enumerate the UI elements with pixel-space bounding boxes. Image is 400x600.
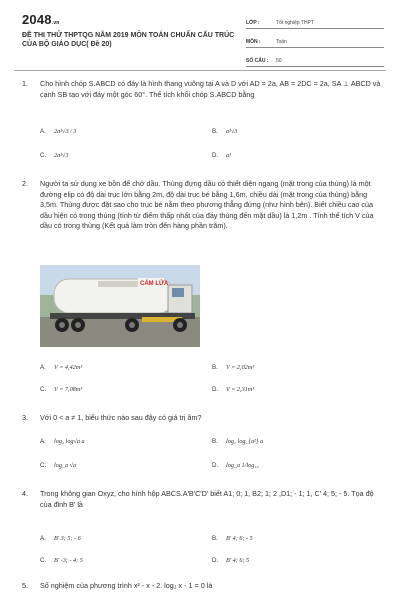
meta-row-count	[246, 50, 384, 67]
answer-letter: A.	[40, 128, 46, 135]
answer-text: V = 7,08m³	[54, 386, 83, 393]
answer-letter: D.	[212, 462, 219, 469]
question-4	[22, 489, 382, 510]
question-number: 1.	[22, 79, 28, 88]
meta-key: LỚP :	[246, 20, 260, 26]
answer-option[interactable]	[40, 127, 76, 138]
logo-domain: .vn	[51, 20, 60, 26]
answer-letter: A.	[40, 438, 46, 445]
answer-option[interactable]	[40, 534, 81, 545]
answer-option[interactable]	[40, 151, 69, 162]
question-text: Cho hình chóp S.ABCD có đáy là hình thang vuông tại A và D với AD = 2a, AB = 2DC = 2a, SA ⊥ ABCD và cạnh SB tạo với đáy một góc 60°. Thể tích khối chóp S.ABCD bằng	[40, 79, 381, 99]
answer-option[interactable]	[212, 556, 249, 567]
answer-letter: D.	[212, 152, 219, 159]
answer-text: B' -3; - 4; 5	[54, 557, 83, 564]
answer-option[interactable]	[40, 437, 85, 448]
answer-option[interactable]	[40, 461, 76, 472]
question-number: 3.	[22, 413, 28, 422]
answer-option[interactable]	[40, 385, 82, 396]
answer-letter: D.	[212, 557, 219, 564]
question-text: Với 0 < a ≠ 1, biểu thức nào sau đây có giá trị âm?	[40, 413, 202, 422]
meta-value: Tốt nghiệp THPT	[276, 20, 314, 26]
question-2	[22, 179, 382, 232]
answer-letter: C.	[40, 152, 47, 159]
question-text: Người ta sử dụng xe bồn để chở dầu. Thùng đựng dầu có thiết diện ngang (mặt trong của thùng) là một đường elip có độ dài trục lớn bằng 2m, độ dài trục bé bằng 1,6m, chiều dài (mặt trong của thùng) bằng 3,5m. Thùng được đặt sao cho trục bé nằm theo phương thẳng đứng (như hình bên). Biết chiều cao của dầu hiện có trong thùng (tính từ điểm thấp nhất của đáy thùng đến mặt dầu) là 1,2m . Tính thể tích V của dầu có trong thùng (Kết quả làm tròn đến hàng phần trăm).	[40, 179, 374, 231]
header	[0, 0, 400, 62]
meta-value: 50	[276, 58, 282, 64]
answer-option[interactable]	[40, 363, 82, 374]
answer-text: B' 3; 5; - 6	[54, 535, 81, 542]
answer-letter: B.	[212, 364, 218, 371]
answer-option[interactable]	[40, 556, 83, 567]
question-text: Số nghiệm của phương trình x² - x - 2. log₂ x - 1 = 0 là	[40, 581, 213, 590]
truck-label: CẤM LỬA	[140, 281, 169, 287]
answer-text: B' 4; 6; - 5	[226, 535, 253, 542]
answer-letter: B.	[212, 438, 218, 445]
answer-letter: A.	[40, 364, 46, 371]
answer-option[interactable]	[212, 385, 254, 396]
question-number: 2.	[22, 179, 28, 188]
answer-text: a³	[226, 152, 231, 159]
answer-text: V = 2,31m³	[226, 386, 255, 393]
meta-row-subject	[246, 31, 384, 48]
question-1	[22, 79, 382, 100]
answer-text: log₂ log√a a	[54, 438, 85, 445]
question-5	[22, 581, 382, 592]
exam-meta	[246, 12, 384, 69]
answer-text: 2a³√3 / 3	[54, 128, 77, 135]
answer-text: V = 2,02m³	[226, 364, 255, 371]
fuel-truck-image	[40, 265, 200, 347]
question-3	[22, 413, 382, 424]
answer-text: log_a √a	[54, 462, 77, 469]
answer-letter: C.	[40, 386, 47, 393]
question-text: Trong không gian Oxyz, cho hình hộp ABCS.A'B'C'D' biết A1; 0; 1, B2; 1; 2 ,D1; - 1; 1, C' 4; 5; - 5. Tọa độ của đỉnh B' là	[40, 489, 374, 509]
answer-option[interactable]	[212, 127, 237, 138]
answer-letter: B.	[212, 535, 218, 542]
answer-option[interactable]	[212, 534, 253, 545]
question-number: 5.	[22, 581, 28, 590]
meta-key: SỐ CÂU :	[246, 58, 269, 64]
meta-value: Toán	[276, 39, 287, 45]
answer-text: log₂ log_{a²} a	[226, 438, 264, 445]
answer-option[interactable]	[212, 461, 259, 472]
answer-text: B' 4; 6; 5	[226, 557, 250, 564]
answer-option[interactable]	[212, 437, 263, 448]
answer-letter: A.	[40, 535, 46, 542]
site-logo[interactable]	[22, 12, 60, 27]
answer-letter: C.	[40, 557, 47, 564]
meta-key: MÔN :	[246, 39, 261, 45]
answer-text: log_a 1/log₁₀	[226, 462, 259, 469]
answer-letter: C.	[40, 462, 47, 469]
logo-text: 2048	[22, 12, 52, 27]
header-divider	[14, 70, 386, 71]
exam-title: ĐỀ THI THỬ THPTQG NĂM 2019 MÔN TOÁN CHUẨN CẤU TRÚC CỦA BỘ GIÁO DỤC( Đề 20)	[22, 32, 235, 48]
answer-option[interactable]	[212, 151, 231, 162]
question-number: 4.	[22, 489, 28, 498]
answer-letter: B.	[212, 128, 218, 135]
answer-letter: D.	[212, 386, 219, 393]
meta-row-class	[246, 12, 384, 29]
fuel-truck-drawing	[40, 265, 200, 347]
answer-text: 2a³√3	[54, 152, 69, 159]
answer-option[interactable]	[212, 363, 254, 374]
answer-text: V = 4,42m³	[54, 364, 83, 371]
answer-text: a³√3	[226, 128, 238, 135]
